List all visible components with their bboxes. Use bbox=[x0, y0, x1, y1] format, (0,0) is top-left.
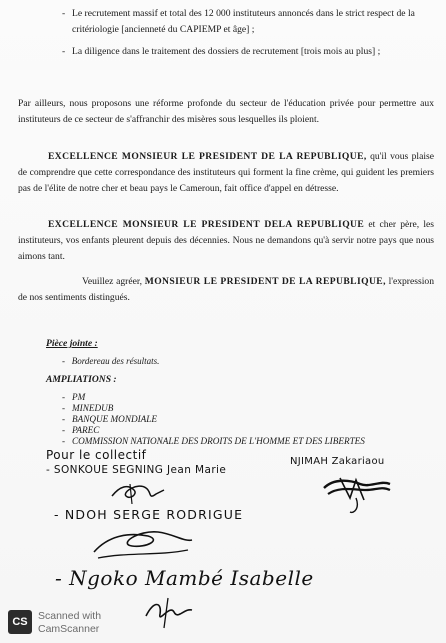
closing-text: Veuillez agréer, bbox=[82, 276, 145, 287]
watermark-line: CamScanner bbox=[38, 623, 100, 635]
bullet-text: La diligence dans le traitement des dossiers de recrutement [trois mois au plus] ; bbox=[72, 46, 381, 57]
closing-text: l'expression de nos sentiments distingués. bbox=[18, 276, 434, 303]
paragraph-text: qu'il vous plaise de comprendre que cette correspondance des instituteurs qui forment la fine crème, qui guident les premiers pas de l'élite de notre cher et beau pays le Cameroun, fait office d'appel en détresse. bbox=[18, 151, 434, 194]
paragraph-plea bbox=[18, 217, 434, 265]
paragraph-appeal bbox=[18, 149, 434, 197]
list-item: - Le recrutement massif et total des 12 000 instituteurs annoncés dans le strict respect de la critériologie [ancienneté du CAPIEMP et âge] ; bbox=[62, 8, 415, 35]
paragraph-closing bbox=[18, 274, 434, 306]
handwritten-signatory-3: - NDOH SERGE RODRIGUE bbox=[54, 507, 244, 522]
list-item: - BANQUE MONDIALE bbox=[62, 414, 365, 425]
list-item: - PM bbox=[62, 392, 365, 403]
handwritten-collective: Pour le collectif bbox=[46, 448, 147, 462]
salutation-bold: EXCELLENCE MONSIEUR LE PRESIDENT DELA REPUBLIQUE bbox=[48, 219, 365, 230]
camscanner-logo-icon: CS bbox=[8, 610, 32, 634]
list-item: - COMMISSION NATIONALE DES DROITS DE L'HOMME ET DES LIBERTES bbox=[62, 436, 365, 447]
salutation-bold: EXCELLENCE MONSIEUR LE PRESIDENT DE LA REPUBLIQUE, bbox=[48, 151, 367, 162]
signature-3 bbox=[88, 522, 198, 566]
handwritten-signatory-2: NJIMAH Zakariaou bbox=[290, 456, 385, 467]
list-item: - MINEDUB bbox=[62, 403, 365, 414]
salutation-bold: MONSIEUR LE PRESIDENT DE LA REPUBLIQUE, bbox=[144, 276, 386, 287]
camscanner-watermark bbox=[6, 606, 146, 640]
ampliations-list bbox=[62, 392, 365, 447]
list-item: - PAREC bbox=[62, 425, 365, 436]
handwritten-signatory-1: - SONKOUE SEGNING Jean Marie bbox=[46, 464, 227, 476]
paragraph-text: et cher père, les instituteurs, vos enfants pleurent depuis des décennies. Nous ne demandons qu'à servir notre pays que nous aimons tant. bbox=[18, 219, 434, 262]
ampliations-title: AMPLIATIONS : bbox=[46, 374, 117, 385]
handwritten-signatory-4: - Ngoko Mambé Isabelle bbox=[55, 566, 314, 590]
signature-2 bbox=[320, 468, 394, 518]
bullet-text: Le recrutement massif et total des 12 000 instituteurs annoncés dans le strict respect de la critériologie [ancienneté du CAPIEMP et âge] ; bbox=[72, 8, 415, 35]
list-item: - La diligence dans le traitement des dossiers de recrutement [trois mois au plus] ; bbox=[62, 46, 381, 57]
annex-title: Pièce jointe : bbox=[46, 338, 98, 349]
signature-4 bbox=[140, 594, 196, 630]
annex-item: - Bordereau des résultats. bbox=[62, 356, 160, 366]
watermark-line: Scanned with bbox=[38, 610, 102, 622]
bullet-list bbox=[48, 6, 430, 66]
paragraph-reform: Par ailleurs, nous proposons une réforme profonde du secteur de l'éducation privée pour permettre aux instituteurs de ce secteur de s'affranchir des misères sous lesquelles ils ploient. bbox=[18, 98, 434, 125]
signature-1 bbox=[108, 478, 168, 506]
